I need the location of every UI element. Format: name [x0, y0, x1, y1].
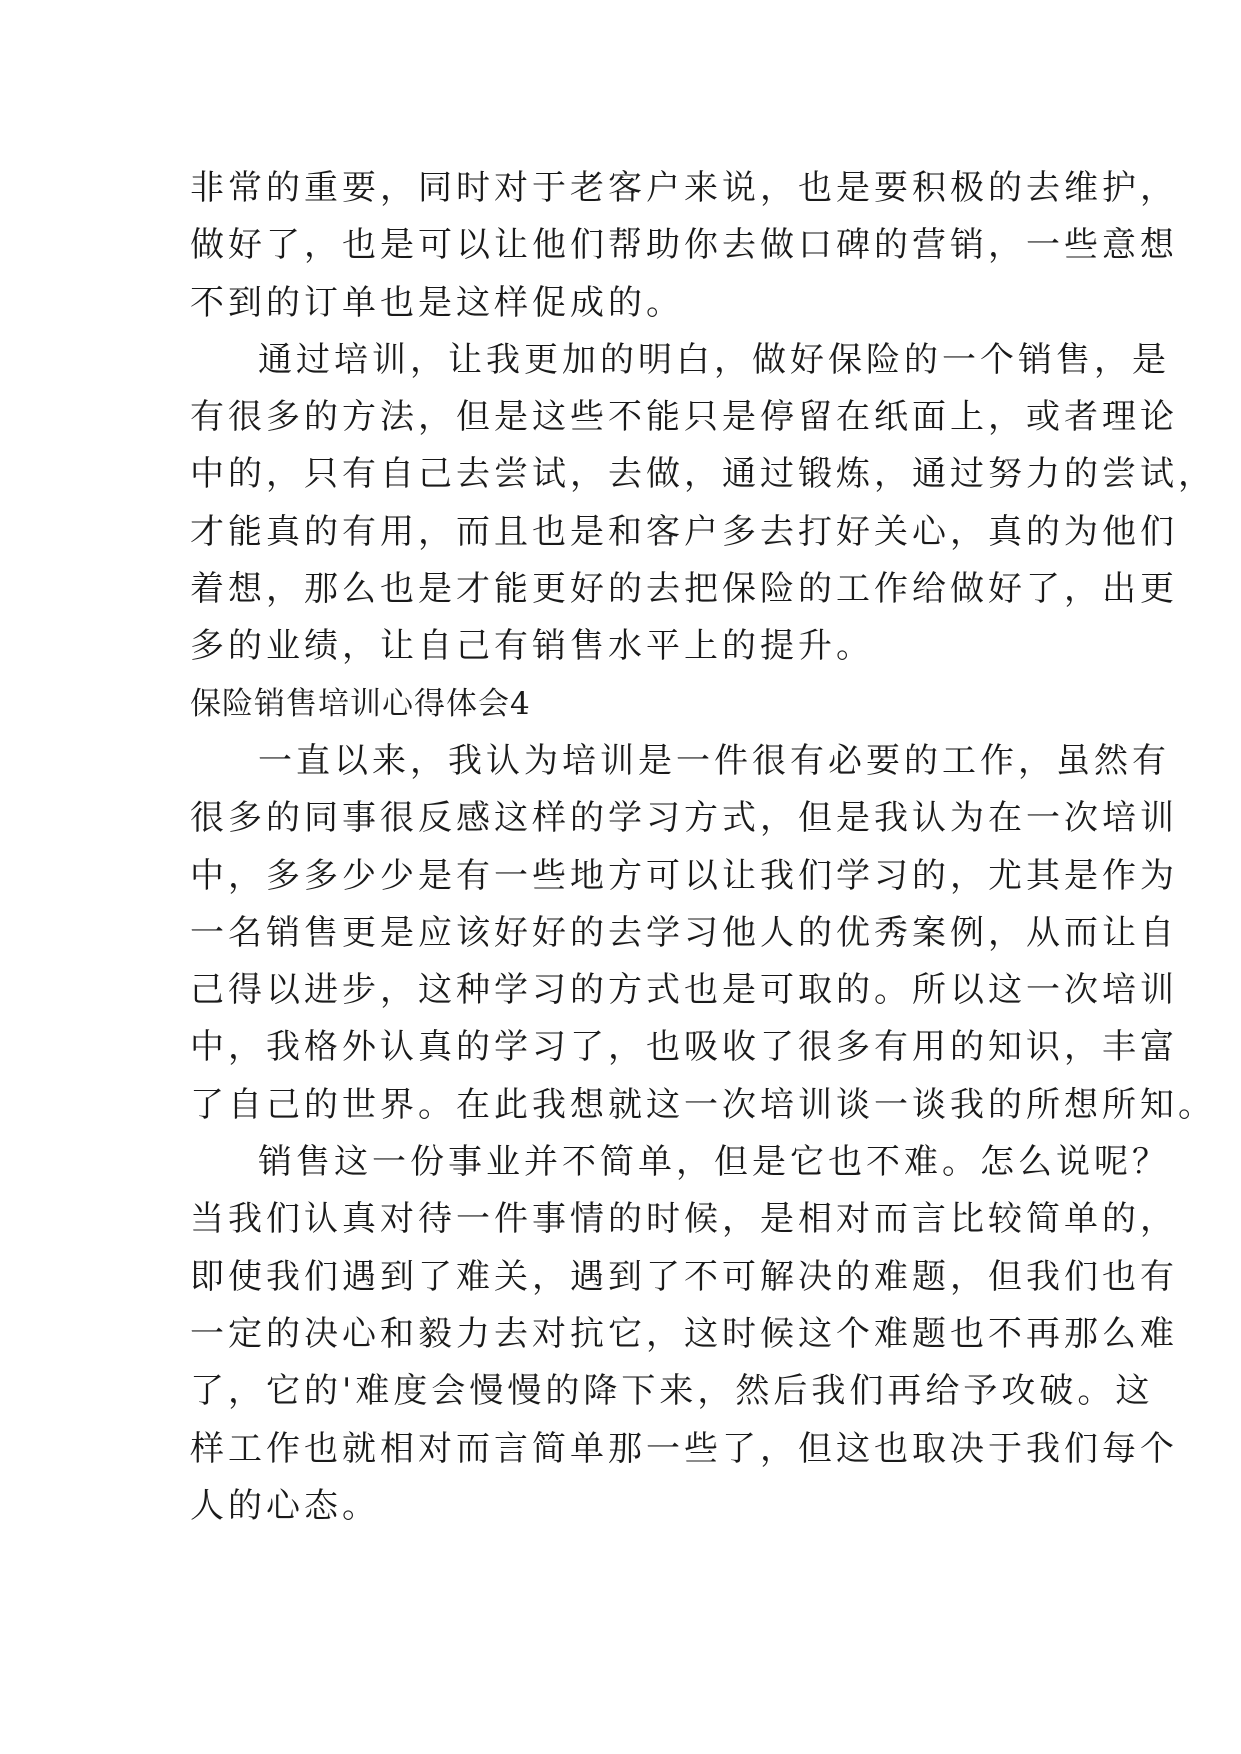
text-line: 做好了，也是可以让他们帮助你去做口碑的营销，一些意想 [190, 225, 1178, 266]
text-line: 一直以来，我认为培训是一件很有必要的工作，虽然有 [258, 740, 1170, 781]
text-line: 样工作也就相对而言简单那一些了，但这也取决于我们每个 [190, 1428, 1178, 1469]
paragraph-4 [190, 1134, 1178, 1535]
text-line: 中，我格外认真的学习了，也吸收了很多有用的知识，丰富 [190, 1027, 1178, 1068]
paragraph-3 [190, 733, 1216, 1134]
paragraph-1 [190, 160, 1178, 332]
text-line: 中，多多少少是有一些地方可以让我们学习的，尤其是作为 [190, 855, 1178, 896]
text-line: 不到的订单也是这样促成的。 [190, 282, 684, 323]
text-line: 很多的同事很反感这样的学习方式，但是我认为在一次培训 [190, 798, 1178, 839]
text-line: 才能真的有用，而且也是和客户多去打好关心，真的为他们 [190, 511, 1178, 552]
text-line: 了，它的'难度会慢慢的降下来，然后我们再给予攻破。这 [190, 1371, 1154, 1412]
section-heading: 保险销售培训心得体会4 [190, 685, 531, 722]
text-line: 通过培训，让我更加的明白，做好保险的一个销售，是 [258, 339, 1170, 380]
text-line: 一名销售更是应该好好的去学习他人的优秀案例，从而让自 [190, 912, 1178, 953]
text-line: 多的业绩，让自己有销售水平上的提升。 [190, 626, 874, 667]
text-line: 了自己的世界。在此我想就这一次培训谈一谈我的所想所知。 [190, 1084, 1216, 1125]
text-line: 己得以进步，这种学习的方式也是可取的。所以这一次培训 [190, 970, 1178, 1011]
text-line: 中的，只有自己去尝试，去做，通过锻炼，通过努力的尝试， [190, 454, 1216, 495]
paragraph-2 [190, 332, 1216, 676]
text-line: 着想，那么也是才能更好的去把保险的工作给做好了，出更 [190, 569, 1178, 610]
text-line: 当我们认真对待一件事情的时候，是相对而言比较简单的， [190, 1199, 1178, 1240]
text-line: 即使我们遇到了难关，遇到了不可解决的难题，但我们也有 [190, 1256, 1178, 1297]
text-line: 销售这一份事业并不简单，但是它也不难。怎么说呢？ [258, 1142, 1170, 1183]
text-line: 人的心态。 [190, 1485, 380, 1526]
document-body [190, 160, 1216, 1535]
text-line: 非常的重要，同时对于老客户来说，也是要积极的去维护， [190, 168, 1178, 208]
text-line: 一定的决心和毅力去对抗它，这时候这个难题也不再那么难 [190, 1313, 1178, 1354]
text-line: 有很多的方法，但是这些不能只是停留在纸面上，或者理论 [190, 397, 1178, 438]
